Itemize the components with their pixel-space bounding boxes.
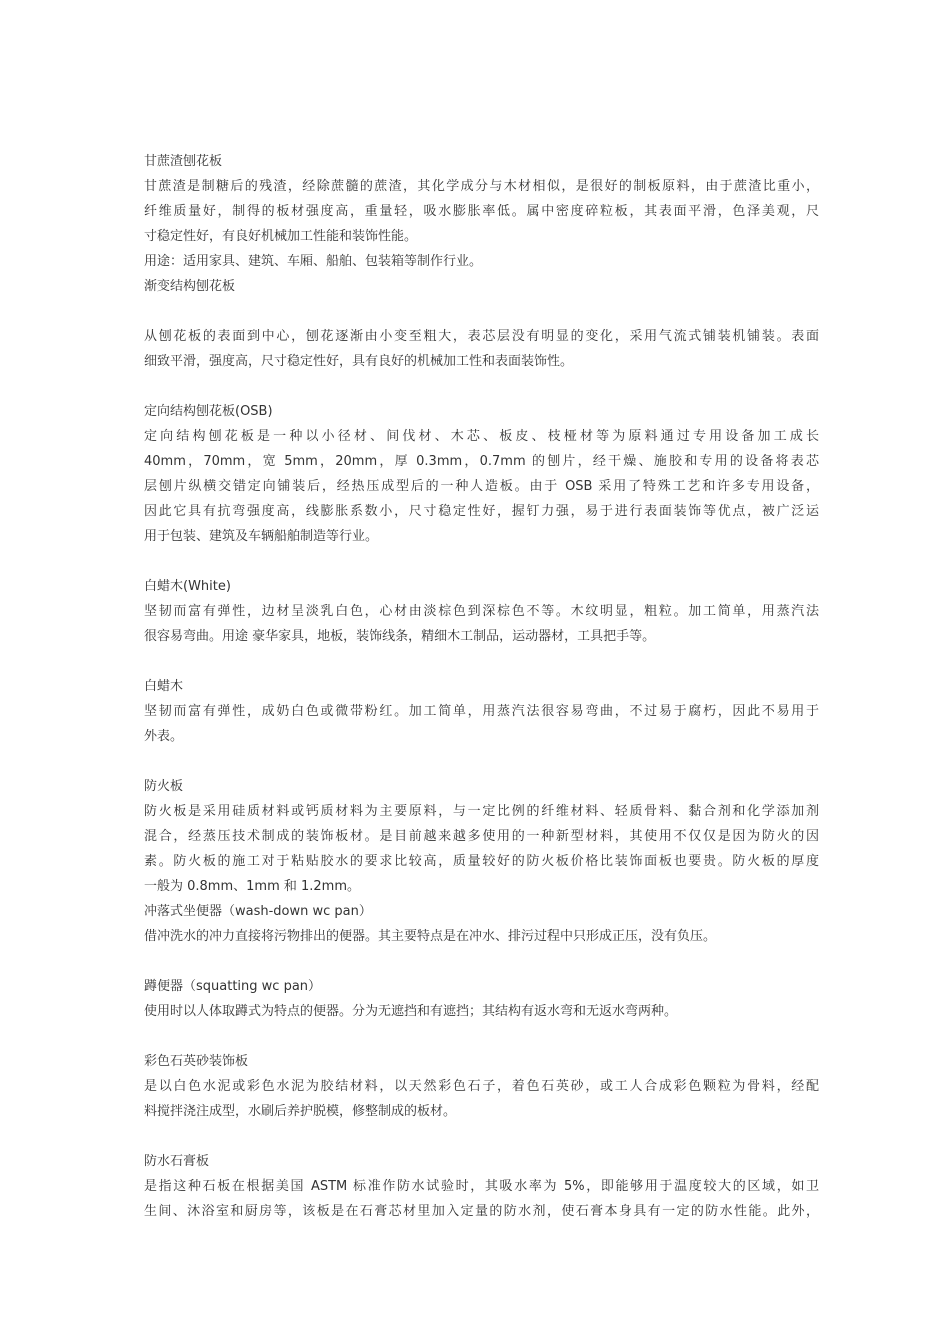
section-title: 防水石膏板	[144, 1154, 210, 1169]
paragraph-line: 40mm，70mm，宽 5mm，20mm，厚 0.3mm，0.7mm 的刨片，经干燥、施胶和专用的设备将表芯	[144, 454, 819, 469]
paragraph-line: 一般为 0.8mm、1mm 和 1.2mm。	[144, 879, 360, 894]
section	[144, 1049, 819, 1124]
section	[144, 974, 819, 1024]
spacer	[144, 374, 819, 399]
section-title: 渐变结构刨花板	[144, 279, 236, 294]
paragraph-line: 用于包装、建筑及车辆船舶制造等行业。	[144, 529, 379, 544]
paragraph-line: 防火板是采用硅质材料或钙质材料为主要原料，与一定比例的纤维材料、轻质骨料、黏合剂和化学添加剂	[144, 804, 819, 819]
paragraph-line: 是指这种石板在根据美国 ASTM 标准作防水试验时，其吸水率为 5%，即能够用于温度较大的区域，如卫	[144, 1179, 819, 1194]
spacer	[144, 1124, 819, 1149]
paragraph-line: 使用时以人体取蹲式为特点的便器。分为无遮挡和有遮挡；其结构有返水弯和无返水弯两种。	[144, 1004, 678, 1019]
section-title: 防火板	[144, 779, 184, 794]
section-title: 定向结构刨花板(OSB)	[144, 404, 273, 419]
section	[144, 574, 819, 649]
spacer	[144, 649, 819, 674]
section	[144, 399, 819, 549]
spacer	[144, 1024, 819, 1049]
paragraph-line: 因此它具有抗弯强度高，线膨胀系数小，尺寸稳定性好，握钉力强，易于进行表面装饰等优点，被广泛运	[144, 504, 819, 519]
paragraph-line: 细致平滑，强度高，尺寸稳定性好，具有良好的机械加工性和表面装饰性。	[144, 354, 574, 369]
section-title: 彩色石英砂装饰板	[144, 1054, 249, 1069]
section	[144, 149, 819, 274]
section	[144, 274, 819, 374]
paragraph-line: 层刨片纵横交错定向铺装后，经热压成型后的一种人造板。由于 OSB 采用了特殊工艺和许多专用设备，	[144, 479, 819, 494]
paragraph-line: 纤维质量好，制得的板材强度高，重量轻，吸水膨胀率低。属中密度碎粒板，其表面平滑，色泽美观，尺	[144, 204, 819, 219]
section-title: 白蜡木(White)	[144, 579, 231, 594]
paragraph-line: 是以白色水泥或彩色水泥为胶结材料，以天然彩色石子，着色石英砂，或工人合成彩色颗粒为骨料，经配	[144, 1079, 819, 1094]
section-title: 冲落式坐便器（wash-down wc pan）	[144, 904, 372, 919]
paragraph-line: 混合，经蒸压技术制成的装饰板材。是目前越来越多使用的一种新型材料，其使用不仅仅是因为防火的因	[144, 829, 819, 844]
section-title: 蹲便器（squatting wc pan）	[144, 979, 322, 994]
paragraph-line: 借冲洗水的冲力直接将污物排出的便器。其主要特点是在冲水、排污过程中只形成正压，没有负压。	[144, 929, 717, 944]
section	[144, 674, 819, 749]
spacer	[144, 749, 819, 774]
section-title: 甘蔗渣刨花板	[144, 154, 223, 169]
paragraph-line: 坚韧而富有弹性，成奶白色或微带粉红。加工简单，用蒸汽法很容易弯曲，不过易于腐朽，因此不易用于	[144, 704, 819, 719]
paragraph-line: 素。防火板的施工对于粘贴胶水的要求比较高，质量较好的防火板价格比装饰面板也要贵。防火板的厚度	[144, 854, 819, 869]
paragraph-line: 甘蔗渣是制糖后的残渣，经除蔗髓的蔗渣，其化学成分与木材相似，是很好的制板原料，由于蔗渣比重小，	[144, 179, 819, 194]
paragraph-line: 用途：适用家具、建筑、车厢、船舶、包装箱等制作行业。	[144, 254, 483, 269]
paragraph-line	[144, 299, 819, 324]
spacer	[144, 549, 819, 574]
section	[144, 1149, 819, 1224]
paragraph-line: 从刨花板的表面到中心，刨花逐渐由小变至粗大，表芯层没有明显的变化，采用气流式铺装机铺装。表面	[144, 329, 819, 344]
spacer	[144, 949, 819, 974]
document-body	[144, 149, 819, 1224]
section	[144, 774, 819, 899]
paragraph-line: 坚韧而富有弹性，边材呈淡乳白色，心材由淡棕色到深棕色不等。木纹明显，粗粒。加工简单，用蒸汽法	[144, 604, 819, 619]
section-title: 白蜡木	[144, 679, 184, 694]
paragraph-line: 寸稳定性好，有良好机械加工性能和装饰性能。	[144, 229, 418, 244]
paragraph-line: 很容易弯曲。用途 豪华家具，地板，装饰线条，精细木工制品，运动器材，工具把手等。	[144, 629, 656, 644]
paragraph-line: 外表。	[144, 729, 184, 744]
paragraph-line: 定向结构刨花板是一种以小径材、间伐材、木芯、板皮、枝桠材等为原料通过专用设备加工成长	[144, 429, 819, 444]
paragraph-line: 料搅拌浇注成型，水刷后养护脱模，修整制成的板材。	[144, 1104, 457, 1119]
paragraph-line: 生间、沐浴室和厨房等，该板是在石膏芯材里加入定量的防水剂，使石膏本身具有一定的防水性能。此外，	[144, 1204, 819, 1219]
section	[144, 899, 819, 949]
